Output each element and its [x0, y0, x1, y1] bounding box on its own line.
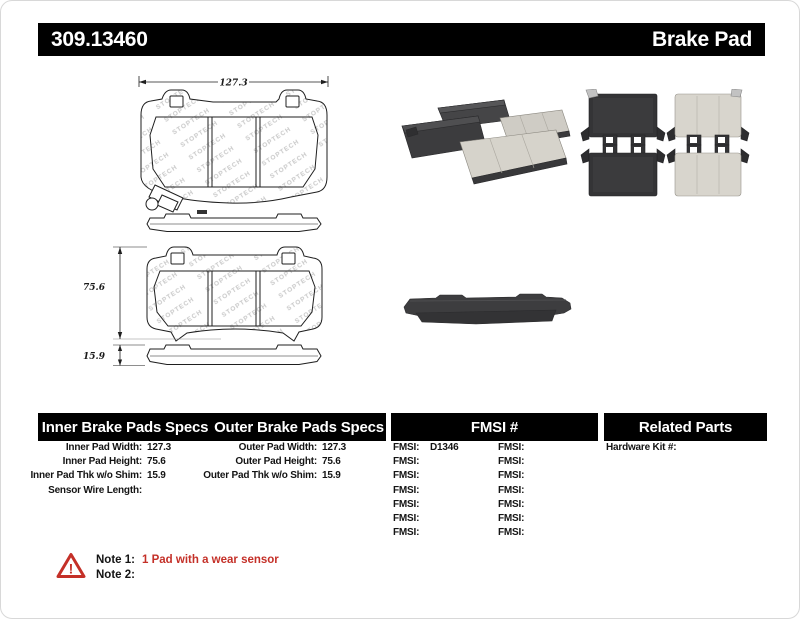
spec-label: FMSI:	[498, 442, 525, 453]
spec-value: 127.3	[322, 442, 347, 453]
table-row	[498, 442, 598, 456]
warning-icon	[56, 551, 86, 579]
spec-label: FMSI:	[393, 442, 420, 453]
spec-value: 15.9	[147, 470, 166, 482]
related-parts-header-bar	[604, 413, 767, 441]
table-row	[498, 470, 598, 484]
pad-flat-photo	[579, 89, 751, 201]
table-row	[498, 513, 598, 527]
table-row	[21, 485, 211, 499]
table-row	[393, 513, 493, 527]
pads-specs-header-bar	[38, 413, 386, 441]
fmsi-header-bar	[391, 413, 598, 441]
spec-label: FMSI:	[498, 498, 525, 510]
spec-value: 75.6	[147, 456, 166, 468]
table-row	[393, 499, 493, 513]
product-name: Brake Pad	[651, 27, 752, 51]
note-text: 1 Pad with a wear sensor	[142, 553, 279, 566]
table-row	[393, 442, 493, 456]
fmsi-table-right	[498, 442, 598, 541]
outer-specs-table	[196, 442, 386, 485]
technical-drawing	[61, 71, 341, 396]
abutment-hole	[171, 253, 184, 264]
table-row	[498, 485, 598, 499]
pad-set-photo	[396, 96, 576, 186]
spec-label: FMSI:	[393, 498, 420, 510]
spec-label: FMSI:	[393, 484, 420, 496]
spec-label: FMSI:	[498, 512, 525, 524]
spec-label: FMSI:	[498, 470, 525, 482]
note-label: Note 1:	[96, 553, 135, 566]
pad-front-view-2	[147, 247, 322, 341]
pad-front-view	[141, 90, 327, 212]
fmsi-table-left	[393, 442, 493, 541]
table-row	[393, 470, 493, 484]
table-row	[21, 456, 211, 470]
dim-thickness	[113, 345, 145, 366]
spec-label: FMSI:	[498, 527, 525, 539]
abutment-hole	[286, 96, 299, 107]
spec-value: 75.6	[322, 456, 341, 468]
spec-value: 127.3	[147, 442, 172, 453]
table-row	[606, 442, 766, 456]
pad-edge-photo	[396, 289, 576, 331]
table-row	[196, 456, 386, 470]
fmsi-title: FMSI #	[470, 418, 519, 436]
sensor-clip	[731, 89, 742, 97]
table-row	[21, 442, 211, 456]
note-label: Note 2:	[96, 569, 135, 582]
spec-label: Outer Pad Width:	[238, 442, 317, 453]
spec-label: FMSI:	[393, 512, 420, 524]
table-row	[196, 470, 386, 484]
sensor-clip	[586, 89, 598, 98]
spec-value: D1346	[430, 442, 459, 453]
spec-label: FMSI:	[393, 456, 420, 468]
spec-label: Inner Pad Width:	[65, 442, 142, 453]
table-row	[498, 499, 598, 513]
table-row	[498, 456, 598, 470]
dim-width-label: 127.3	[219, 78, 248, 89]
pad-edge-view-bottom	[147, 345, 321, 365]
spec-label: FMSI:	[393, 527, 420, 539]
spec-label: FMSI:	[393, 470, 420, 482]
dim-height-label: 75.6	[83, 283, 105, 293]
outer-specs-title: Outer Brake Pads Specs	[214, 418, 384, 436]
svg-text:!: !	[68, 560, 74, 577]
header-bar	[38, 23, 765, 56]
spec-label: Outer Pad Thk w/o Shim:	[203, 470, 317, 482]
table-row	[393, 485, 493, 499]
table-row	[393, 527, 493, 541]
spec-label: FMSI:	[498, 484, 525, 496]
note-2	[96, 568, 279, 584]
inner-specs-title: Inner Brake Pads Specs	[41, 418, 209, 436]
pad-edge-view-top	[147, 210, 321, 232]
spec-value: 15.9	[322, 470, 341, 482]
abutment-hole	[170, 96, 183, 107]
sensor-edge	[197, 210, 207, 214]
spec-label: Sensor Wire Length:	[48, 484, 142, 496]
table-row	[498, 527, 598, 541]
abutment-hole	[282, 253, 295, 264]
related-parts-title: Related Parts	[638, 418, 733, 436]
table-row	[21, 470, 211, 484]
inner-specs-table	[21, 442, 211, 499]
related-parts-table	[606, 442, 766, 456]
note-1	[96, 552, 279, 568]
spec-label: Outer Pad Height:	[235, 456, 317, 468]
dim-thickness-label: 15.9	[83, 352, 105, 362]
table-row	[393, 456, 493, 470]
part-number: 309.13460	[51, 27, 148, 51]
spec-label: Inner Pad Height:	[62, 456, 142, 468]
spec-label: Inner Pad Thk w/o Shim:	[30, 470, 142, 482]
spec-label: FMSI:	[498, 456, 525, 468]
table-row	[196, 442, 386, 456]
notes-block	[96, 552, 279, 583]
spec-label: Hardware Kit #:	[606, 442, 677, 453]
